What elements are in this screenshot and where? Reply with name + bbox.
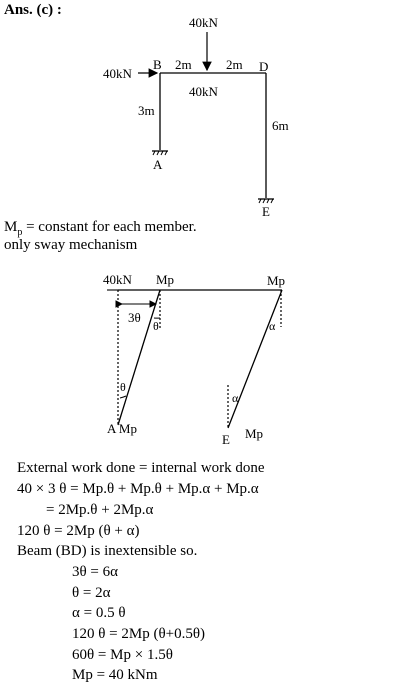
mp-a-label: A Mp (107, 421, 137, 436)
alpha-e-label: α (232, 391, 239, 405)
dim-bc-label: 2m (175, 57, 192, 72)
answer-label: Ans. (c) : (4, 2, 62, 18)
load-left-label: 40kN (103, 66, 132, 81)
dim-cd-label: 2m (226, 57, 243, 72)
theta-a-label: θ (120, 380, 126, 394)
alpha-d-label: α (269, 319, 276, 333)
theta-arc-a (120, 396, 126, 398)
solution-line-4: 120 θ = 2Mp (θ + α) (17, 523, 140, 539)
mp-d-label: Mp (267, 273, 286, 288)
load-top-label: 40kN (189, 15, 218, 30)
solution-line-1: External work done = internal work done (17, 460, 265, 476)
displaced-column-de (228, 290, 282, 428)
mechanism-note: only sway mechanism (4, 237, 138, 253)
disp-label: 3θ (128, 310, 141, 325)
theta-b-label: θ (153, 319, 159, 333)
node-e-mech-label: E (222, 432, 230, 447)
mp-b-label: Mp (156, 272, 175, 287)
solution-line-9: 120 θ = 2Mp (θ+0.5θ) (72, 626, 206, 642)
node-b-label: B (153, 57, 162, 72)
solution-line-10: 60θ = Mp × 1.5θ (72, 647, 173, 663)
solution-line-6: 3θ = 6α (72, 564, 119, 580)
mp-e-label: Mp (245, 426, 264, 441)
beam-load-label: 40kN (189, 84, 218, 99)
solution-line-3: = 2Mp.θ + 2Mp.α (46, 502, 154, 518)
solution-line-7: θ = 2α (72, 585, 111, 601)
node-e-label: E (262, 204, 270, 219)
node-a-label: A (153, 157, 163, 172)
solution-line-5: Beam (BD) is inextensible so. (17, 543, 198, 559)
mech-load-label: 40kN (103, 272, 132, 287)
mp-note: $M_p$ = constant for each member. (4, 219, 197, 238)
solution-line-11: Mp = 40 kNm (72, 667, 158, 683)
solution-line-2: 40 × 3 θ = Mp.θ + Mp.θ + Mp.α + Mp.α (17, 481, 259, 497)
solution-line-8: α = 0.5 θ (72, 605, 126, 621)
dim-ab-label: 3m (138, 103, 155, 118)
dim-de-label: 6m (272, 118, 289, 133)
node-d-label: D (259, 59, 269, 74)
